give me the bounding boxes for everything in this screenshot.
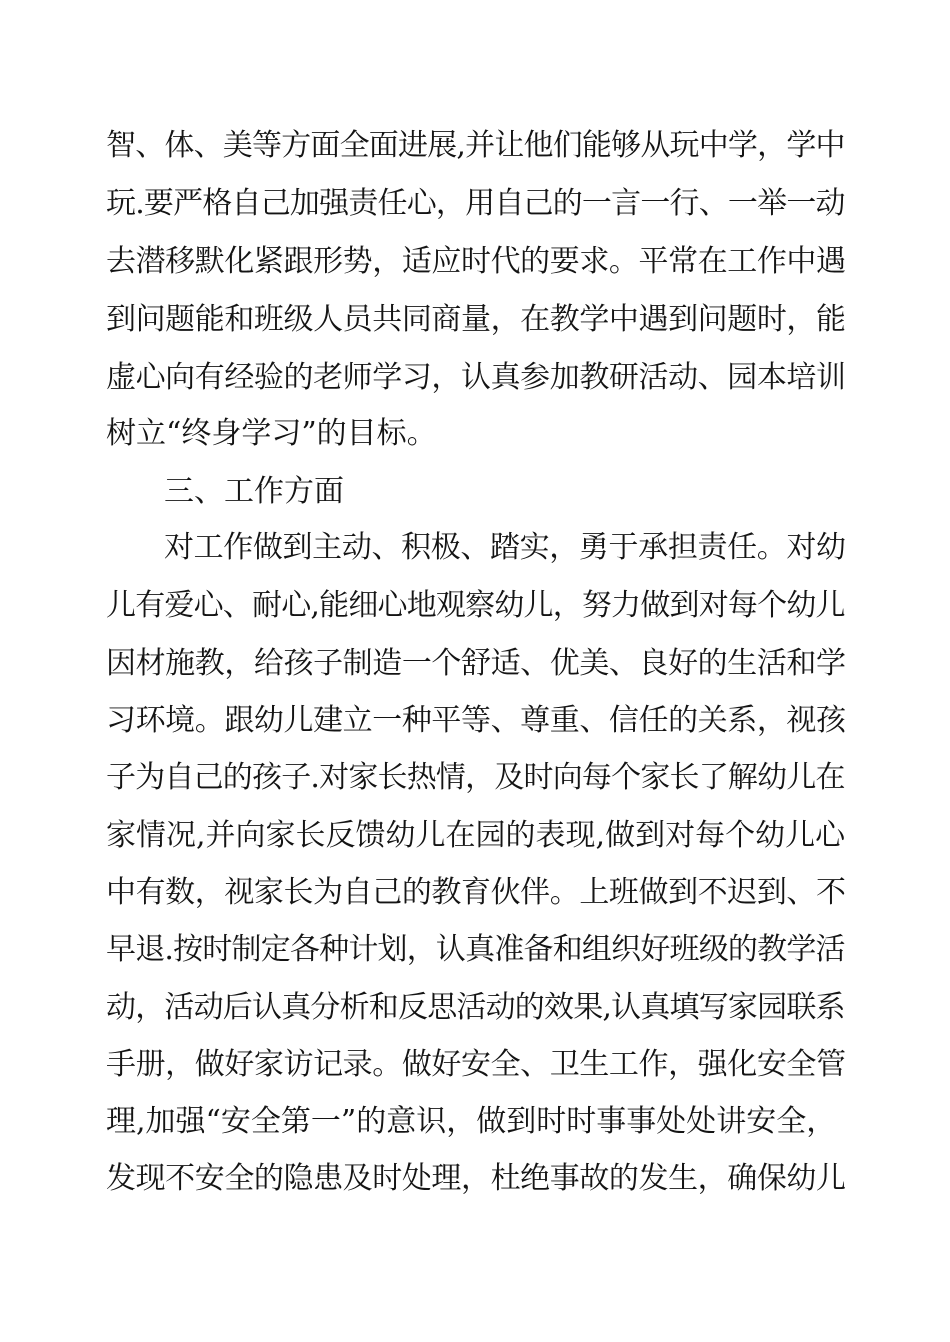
text-line: 去潜移默化紧跟形势，适应时代的要求。平常在工作中遇 <box>106 244 846 279</box>
text-line: 中有数，视家长为自己的教育伙伴。上班做到不迟到、不 <box>106 875 846 910</box>
paragraph-first-line: 对工作做到主动、积极、踏实，勇于承担责任。对幼 <box>164 530 846 565</box>
text-line: 家情况,并向家长反馈幼儿在园的表现,做到对每个幼儿心 <box>106 818 846 853</box>
text-line: 动，活动后认真分析和反思活动的效果,认真填写家园联系 <box>106 990 845 1025</box>
text-line: 子为自己的孩子.对家长热情，及时向每个家长了解幼儿在 <box>106 760 845 795</box>
text-line: 理,加强“安全第一”的意识，做到时时事事处处讲安全， <box>106 1104 837 1139</box>
text-line: 到问题能和班级人员共同商量，在教学中遇到问题时，能 <box>106 302 846 337</box>
text-line: 发现不安全的隐患及时处理，杜绝事故的发生，确保幼儿 <box>106 1161 846 1196</box>
text-line: 树立“终身学习”的目标。 <box>106 416 437 451</box>
text-line: 习环境。跟幼儿建立一种平等、尊重、信任的关系，视孩 <box>106 703 846 738</box>
text-line: 儿有爱心、耐心,能细心地观察幼儿，努力做到对每个幼儿 <box>106 588 845 623</box>
section-heading: 三、工作方面 <box>164 474 344 509</box>
text-line: 虚心向有经验的老师学习，认真参加教研活动、园本培训 <box>106 360 846 395</box>
text-line: 因材施教，给孩子制造一个舒适、优美、良好的生活和学 <box>106 646 846 681</box>
text-line: 智、体、美等方面全面进展,并让他们能够从玩中学，学中 <box>106 128 845 163</box>
text-line: 手册，做好家访记录。做好安全、卫生工作，强化安全管 <box>106 1047 846 1082</box>
text-line: 玩.要严格自己加强责任心，用自己的一言一行、一举一动 <box>106 186 845 221</box>
text-line: 早退.按时制定各种计划，认真准备和组织好班级的教学活 <box>106 932 845 967</box>
